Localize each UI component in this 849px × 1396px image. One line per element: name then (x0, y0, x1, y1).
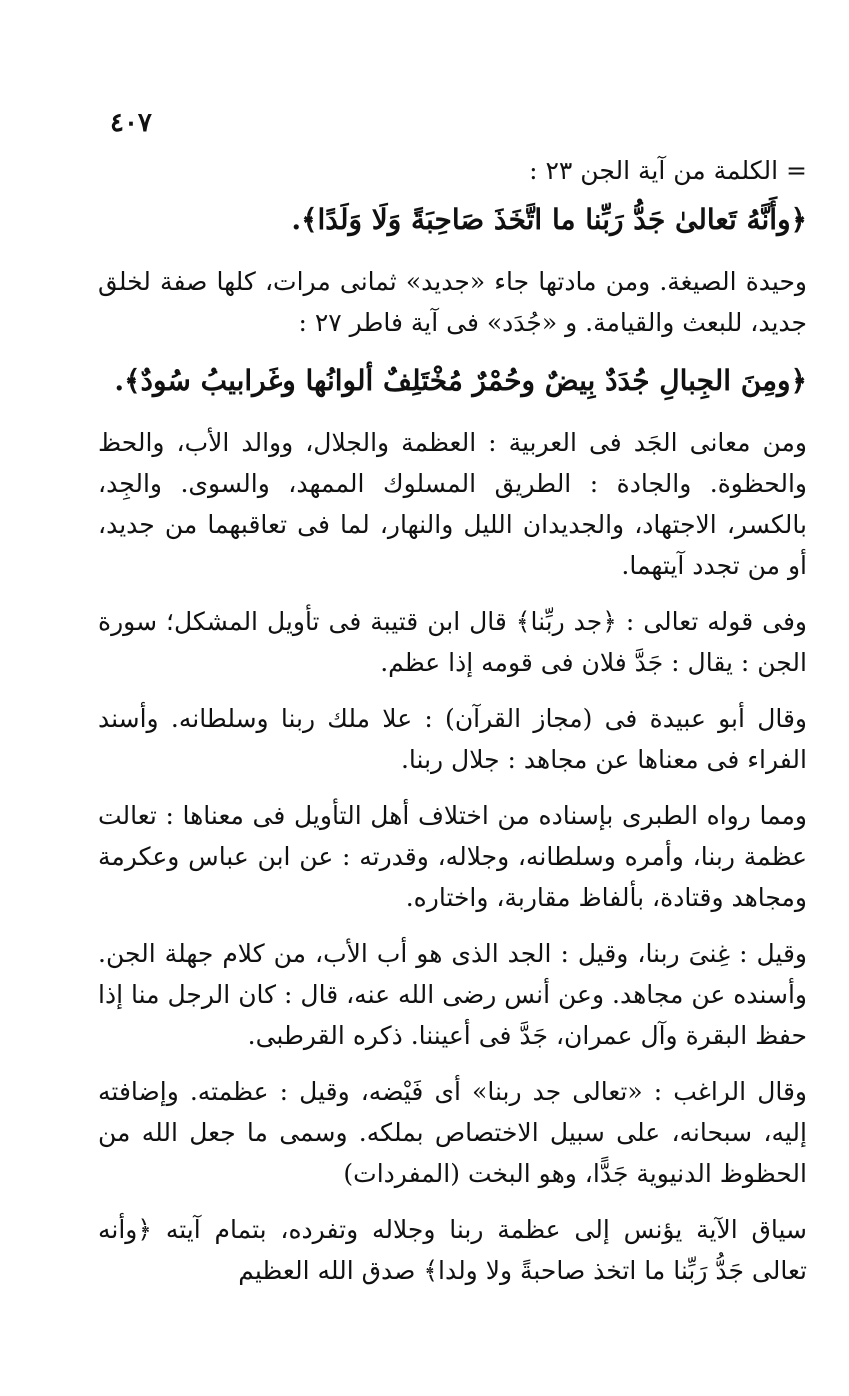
quran-verse-fatir: ﴿ومِنَ الجِبالِ جُدَدٌ بِيضٌ وحُمْرٌ مُخْتَلِفٌ ألوانُها وغَرابيبُ سُودٌ﴾. (114, 364, 807, 397)
page-number: ٤٠٧ (110, 108, 152, 138)
intro-line: = الكلمة من آية الجن ٢٣ : (529, 156, 807, 185)
paragraph-7: وقال الراغب : «تعالى جد ربنا» أى فَيْضه، وقيل : عظمته. وإضافته إليه، سبحانه، على سبيل الاختصاص بملكه. وسمى ما جعل الله من الحظوظ الدنيوية جَدًّا، وهو البخت (المفردات) (98, 1077, 807, 1188)
paragraph-8: سياق الآية يؤنس إلى عظمة ربنا وجلاله وتفرده، بتمام آيته ﴿وأنه تعالى جَدُّ رَبِّنا ما اتخذ صاحبةً ولا ولدا﴾ صدق الله العظيم (98, 1215, 807, 1285)
paragraph-1: وحيدة الصيغة. ومن مادتها جاء «جديد» ثمانى مرات، كلها صفة لخلق جديد، للبعث والقيامة. و «جُدَد» فى آية فاطر ٢٧ : (98, 267, 807, 337)
paragraph-3: وفى قوله تعالى : ﴿جد ربِّنا﴾ قال ابن قتيبة فى تأويل المشكل؛ سورة الجن : يقال : جَدَّ فلان فى قومه إذا عظم. (98, 607, 807, 677)
quran-verse-jinn: ﴿وأَنَّهُ تَعالىٰ جَدُّ رَبِّنا ما اتَّخَذَ صَاحِبَةً وَلَا وَلَدًا﴾. (291, 203, 807, 236)
paragraph-2: ومن معانى الجَد فى العربية : العظمة والجلال، ووالد الأب، والحظ والحظوة. والجادة : الطريق المسلوك الممهد، والسوى. والجِد، بالكسر، الاجتهاد، والجديدان الليل والنهار، لما فى تعاقبهما من جديد، أو من تجدد آيتهما. (98, 428, 807, 580)
page-body (98, 150, 807, 1306)
paragraph-6: وقيل : غِنىَ ربنا، وقيل : الجد الذى هو أب الأب، من كلام جهلة الجن. وأسنده عن مجاهد. وعن أنس رضى الله عنه، قال : كان الرجل منا إذا حفظ البقرة وآل عمران، جَدَّ فى أعيننا. ذكره القرطبى. (98, 939, 807, 1050)
paragraph-4: وقال أبو عبيدة فى (مجاز القرآن) : علا ملك ربنا وسلطانه. وأسند الفراء فى معناها عن مجاهد : جلال ربنا. (98, 704, 807, 774)
paragraph-5: ومما رواه الطبرى بإسناده من اختلاف أهل التأويل فى معناها : تعالت عظمة ربنا، وأمره وسلطانه، وجلاله، وقدرته : عن ابن عباس وعكرمة ومجاهد وقتادة، بألفاظ مقاربة، واختاره. (98, 801, 807, 912)
